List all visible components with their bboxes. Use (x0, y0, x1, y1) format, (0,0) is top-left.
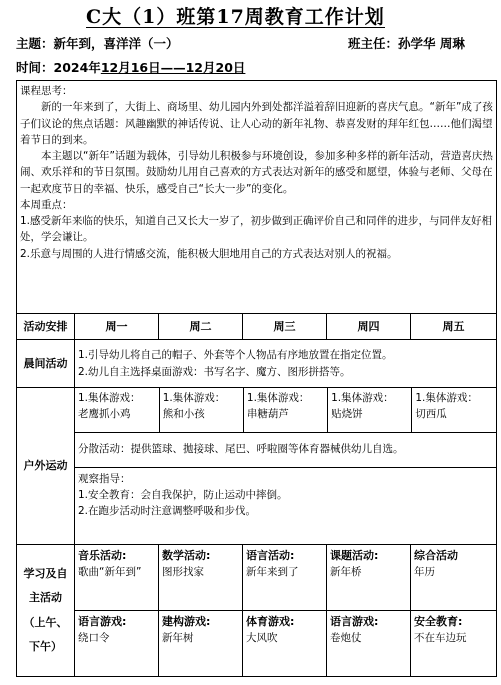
day-header-mon: 周一 (75, 314, 159, 340)
outdoor-game-label: 1.集体游戏： (246, 392, 310, 404)
morning-item-1: 1.引导幼儿将自己的帽子、外套等个人物品有序地放置在指定位置。 (78, 349, 393, 362)
learn-cell-thu-2 (327, 611, 411, 677)
activity-type: 安全教育: (414, 615, 463, 628)
thinking-heading: 课程思考： (20, 85, 73, 97)
activity-type: 语言活动: (246, 549, 295, 562)
observe-guidance (75, 468, 496, 524)
teacher-value: 孙学华 周琳 (398, 36, 465, 51)
teacher-label: 班主任： (348, 36, 399, 51)
outdoor-game-name: 熊和小孩 (162, 408, 205, 421)
theme-value: 新年到，喜洋洋（一） (53, 36, 179, 51)
day-header-thu: 周四 (327, 314, 411, 340)
time-line (16, 58, 245, 76)
activity-name: 卷炮仗 (330, 632, 362, 645)
learn-cell-mon-2 (75, 611, 159, 677)
learn-cell-wed-1 (243, 545, 327, 611)
morning-row (17, 340, 497, 388)
activity-type: 课题活动: (330, 549, 379, 562)
activity-type: 语言游戏: (78, 615, 127, 628)
activity-type: 建构游戏: (162, 615, 211, 628)
learn-cell-wed-2 (243, 611, 327, 677)
activity-name: 新年树 (162, 632, 194, 645)
observe-item-2: 2.在跑步活动时注意调整呼吸和步伐。 (78, 505, 257, 518)
learn-cell-thu-1 (327, 545, 411, 611)
learn-row-1 (17, 545, 497, 611)
thinking-paragraph-1: 新的一年来到了，大街上、商场里、幼儿园内外到处都洋溢着辞旧迎新的喜庆气息。“新年”成了孩子们议论的焦点话题：风趣幽默的神话传说、让人心动的新年礼物、恭喜发财的拜年红包……他们渴望着节日的到来。 (20, 101, 493, 146)
outdoor-game-name: 贴烧饼 (331, 408, 363, 421)
outdoor-game-label: 1.集体游戏： (415, 392, 478, 404)
activity-type: 体育游戏: (246, 615, 295, 628)
outdoor-game-name: 串糖葫芦 (246, 408, 289, 421)
activity-name: 新年桥 (330, 566, 362, 579)
learn-label-line-2: 主活动 (29, 591, 62, 605)
learn-label (17, 545, 75, 677)
goals-heading: 本周重点： (20, 198, 73, 211)
outdoor-game-name: 老鹰抓小鸡 (78, 408, 131, 421)
day-header-wed: 周三 (243, 314, 327, 340)
learn-cell-tue-2 (159, 611, 243, 677)
learn-label-line-4: 下午） (29, 639, 62, 653)
learn-cell-tue-1 (159, 545, 243, 611)
activity-name: 年历 (414, 566, 435, 579)
activity-type: 语言游戏: (330, 615, 379, 628)
morning-label: 晨间活动 (17, 340, 75, 388)
activity-name: 绕口令 (78, 632, 110, 645)
activity-arrangement-header: 活动安排 (17, 314, 75, 340)
activity-name: 不在车边玩 (414, 632, 467, 645)
outdoor-game-mon (75, 388, 159, 432)
title-underline (86, 27, 385, 28)
outdoor-game-name: 切西瓜 (415, 408, 447, 421)
outdoor-scattered: 分散活动：提供篮球、拋接球、尾巴、呼啦圈等体育器械供幼儿自选。 (75, 432, 496, 468)
morning-item-2: 2.幼儿自主选择桌面游戏：书写名字、魔方、图形拼搭等。 (78, 365, 351, 378)
outdoor-row (17, 388, 497, 545)
theme-label: 主题： (16, 36, 54, 51)
goal-1: 1.感受新年来临的快乐，知道自己又长大一岁了，初步做到正确评价自己和同伴的进步，与同伴友好相处，学会谦让。 (20, 215, 493, 244)
outdoor-games-table (75, 388, 496, 432)
morning-cell (75, 340, 497, 388)
activity-type: 数学活动: (162, 549, 211, 562)
activity-name: 图形找家 (162, 566, 204, 579)
learn-cell-fri-1 (411, 545, 497, 611)
learn-label-line-1: 学习及自 (23, 567, 68, 581)
plan-table (16, 80, 497, 677)
activity-name: 歌曲“新年到” (78, 566, 142, 579)
document-title (86, 2, 385, 29)
learn-label-line-3: （上午、 (23, 615, 68, 629)
learn-cell-mon-1 (75, 545, 159, 611)
day-header-fri: 周五 (411, 314, 497, 340)
outdoor-game-wed (243, 388, 327, 432)
activity-type: 音乐活动: (78, 549, 127, 562)
time-year: 2024年 (53, 60, 101, 75)
activity-type: 综合活动 (414, 549, 458, 562)
outdoor-game-label: 1.集体游戏： (162, 392, 226, 404)
activity-name: 新年来到了 (246, 566, 299, 579)
teacher-line (348, 34, 465, 52)
outdoor-game-tue (159, 388, 243, 432)
thinking-cell (17, 81, 497, 314)
days-header-row (17, 314, 497, 340)
document-title-text: C大（1）班第17周教育工作计划 (86, 6, 385, 28)
learn-cell-fri-2 (411, 611, 497, 677)
outdoor-game-label: 1.集体游戏： (78, 392, 141, 404)
theme-line (16, 34, 179, 52)
outdoor-label: 户外运动 (17, 388, 75, 545)
time-label: 时间： (16, 60, 54, 75)
activity-name: 大风吹 (246, 632, 278, 645)
observe-heading: 观察指导： (78, 472, 131, 485)
time-range: 12月16日——12月20日 (100, 60, 246, 75)
goal-2: 2.乐意与周围的人进行情感交流，能积极大胆地用自己的方式表达对别人的祝福。 (20, 247, 398, 260)
outdoor-game-label: 1.集体游戏： (331, 392, 394, 404)
observe-item-1: 1.安全教育：会自我保护，防止运动中摔倒。 (78, 489, 288, 502)
outdoor-cell (75, 388, 497, 545)
outdoor-games-row (75, 388, 496, 432)
outdoor-game-fri (412, 388, 496, 432)
learn-row-2 (17, 611, 497, 677)
thinking-paragraph-2: 本主题以“新年”话题为载体，引导幼儿积极参与环境创设，参加多种多样的新年活动，营造喜庆热闹、欢乐祥和的节日氛围。鼓励幼儿用自己喜欢的方式表达对新年的感受和愿望，体验与老师、父母在一起欢度节日的幸福、快乐，感受自己“长大一步”的变化。 (20, 150, 493, 195)
thinking-row (17, 81, 497, 314)
day-header-tue: 周二 (159, 314, 243, 340)
outdoor-game-thu (328, 388, 412, 432)
